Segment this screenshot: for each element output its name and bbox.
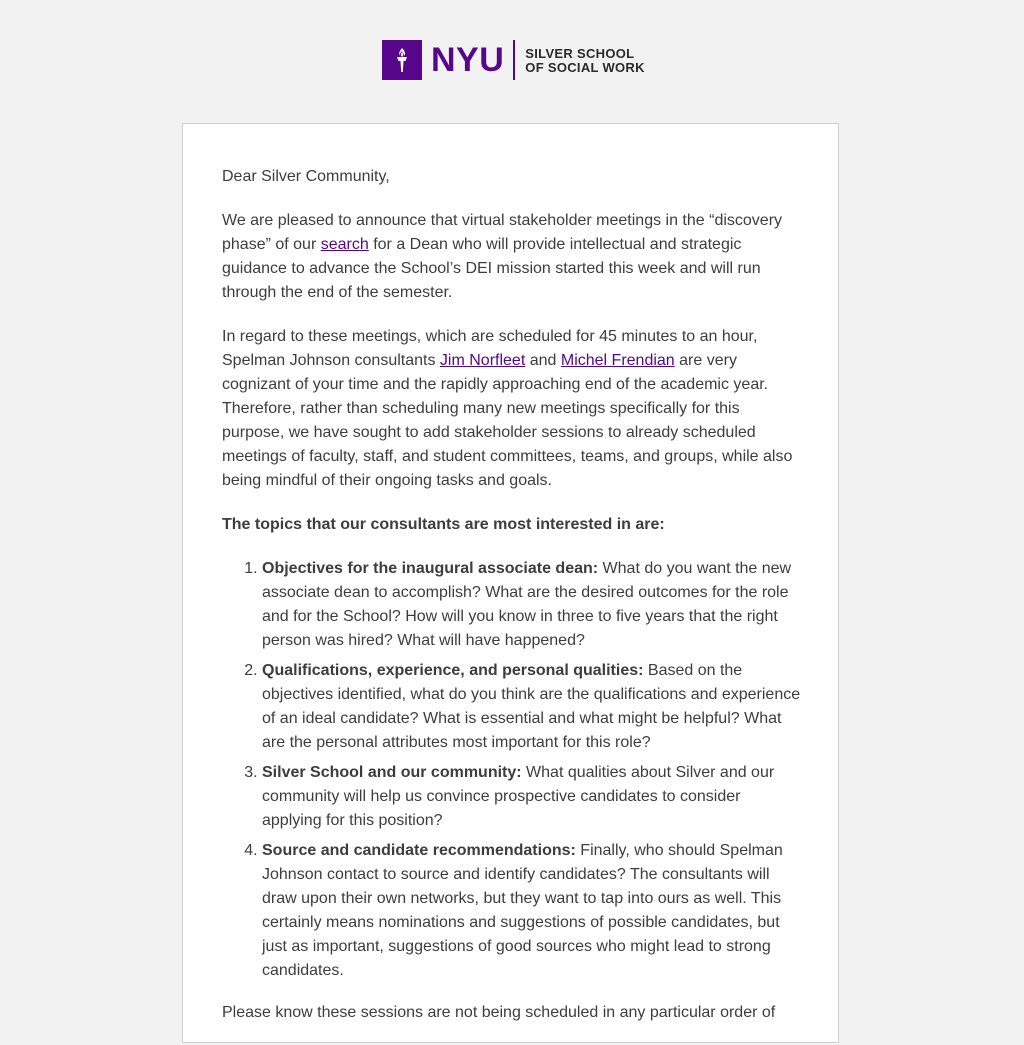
topic-title: Objectives for the inaugural associate dean: xyxy=(262,560,599,577)
list-item xyxy=(262,659,804,755)
michel-frendian-link[interactable]: Michel Frendian xyxy=(560,352,675,369)
search-link[interactable]: search xyxy=(320,236,369,253)
email-header xyxy=(0,0,1024,123)
text: In regard to these meetings, which are scheduled for 45 minutes to an hour, Spelman Johnson consultants xyxy=(222,328,758,369)
topic-title: Qualifications, experience, and personal qualities: xyxy=(262,662,644,679)
list-item xyxy=(262,557,804,653)
topics-heading: The topics that our consultants are most interested in are: xyxy=(222,516,665,533)
topic-title: Source and candidate recommendations: xyxy=(262,842,576,859)
text: and xyxy=(525,352,561,369)
text: for a Dean who will provide intellectual and strategic guidance to advance the School’s DEI mission started this week and will run through the end of the semester. xyxy=(222,236,761,301)
paragraph-closing: Please know these sessions are not being scheduled in any particular order of xyxy=(222,1004,776,1021)
nyu-silver-logo[interactable] xyxy=(382,40,645,80)
jim-norfleet-link[interactable]: Jim Norfleet xyxy=(439,352,526,369)
list-item xyxy=(262,761,804,833)
topics-list xyxy=(222,557,804,983)
school-name-line2: OF SOCIAL WORK xyxy=(525,59,645,75)
text: We are pleased to announce that virtual stakeholder meetings in the “discovery phase” of our xyxy=(222,212,783,253)
school-name-line1: SILVER SCHOOL xyxy=(525,45,635,61)
topic-text: Finally, who should Spelman Johnson contact to source and identify candidates? The consultants will draw upon their own networks, but they want to tap into ours as well. This certainly means nominations and suggestions of possible candidates, but just as important, suggestions of good sources who might lead to strong candidates. xyxy=(262,842,783,979)
brand-wordmark: NYU xyxy=(431,41,505,79)
paragraph-announcement xyxy=(222,209,804,305)
greeting: Dear Silver Community, xyxy=(222,168,390,185)
email-body-card xyxy=(182,123,839,1043)
torch-icon xyxy=(382,40,422,80)
topic-text: What do you want the new associate dean to accomplish? What are the desired outcomes for the role and for the School? How will you know in three to five years that the right person was hired? What will have happened? xyxy=(262,560,792,649)
school-name xyxy=(525,47,645,75)
list-item xyxy=(262,839,804,983)
text: are very cognizant of your time and the rapidly approaching end of the academic year. Therefore, rather than scheduling many new meetings specifically for this purpose, we have sought to add stakeholder sessions to already scheduled meetings of faculty, staff, and student committees, teams, and groups, while also being mindful of their ongoing tasks and goals. xyxy=(222,352,793,489)
logo-divider xyxy=(513,40,515,80)
topic-text: What qualities about Silver and our community will help us convince prospective candidates to consider applying for this position? xyxy=(262,764,775,829)
topic-title: Silver School and our community: xyxy=(262,764,522,781)
topic-text: Based on the objectives identified, what do you think are the qualifications and experience of an ideal candidate? What is essential and what might be helpful? What are the personal attributes most important for this role? xyxy=(262,662,801,751)
email-content xyxy=(222,165,804,1045)
paragraph-meetings xyxy=(222,325,804,493)
